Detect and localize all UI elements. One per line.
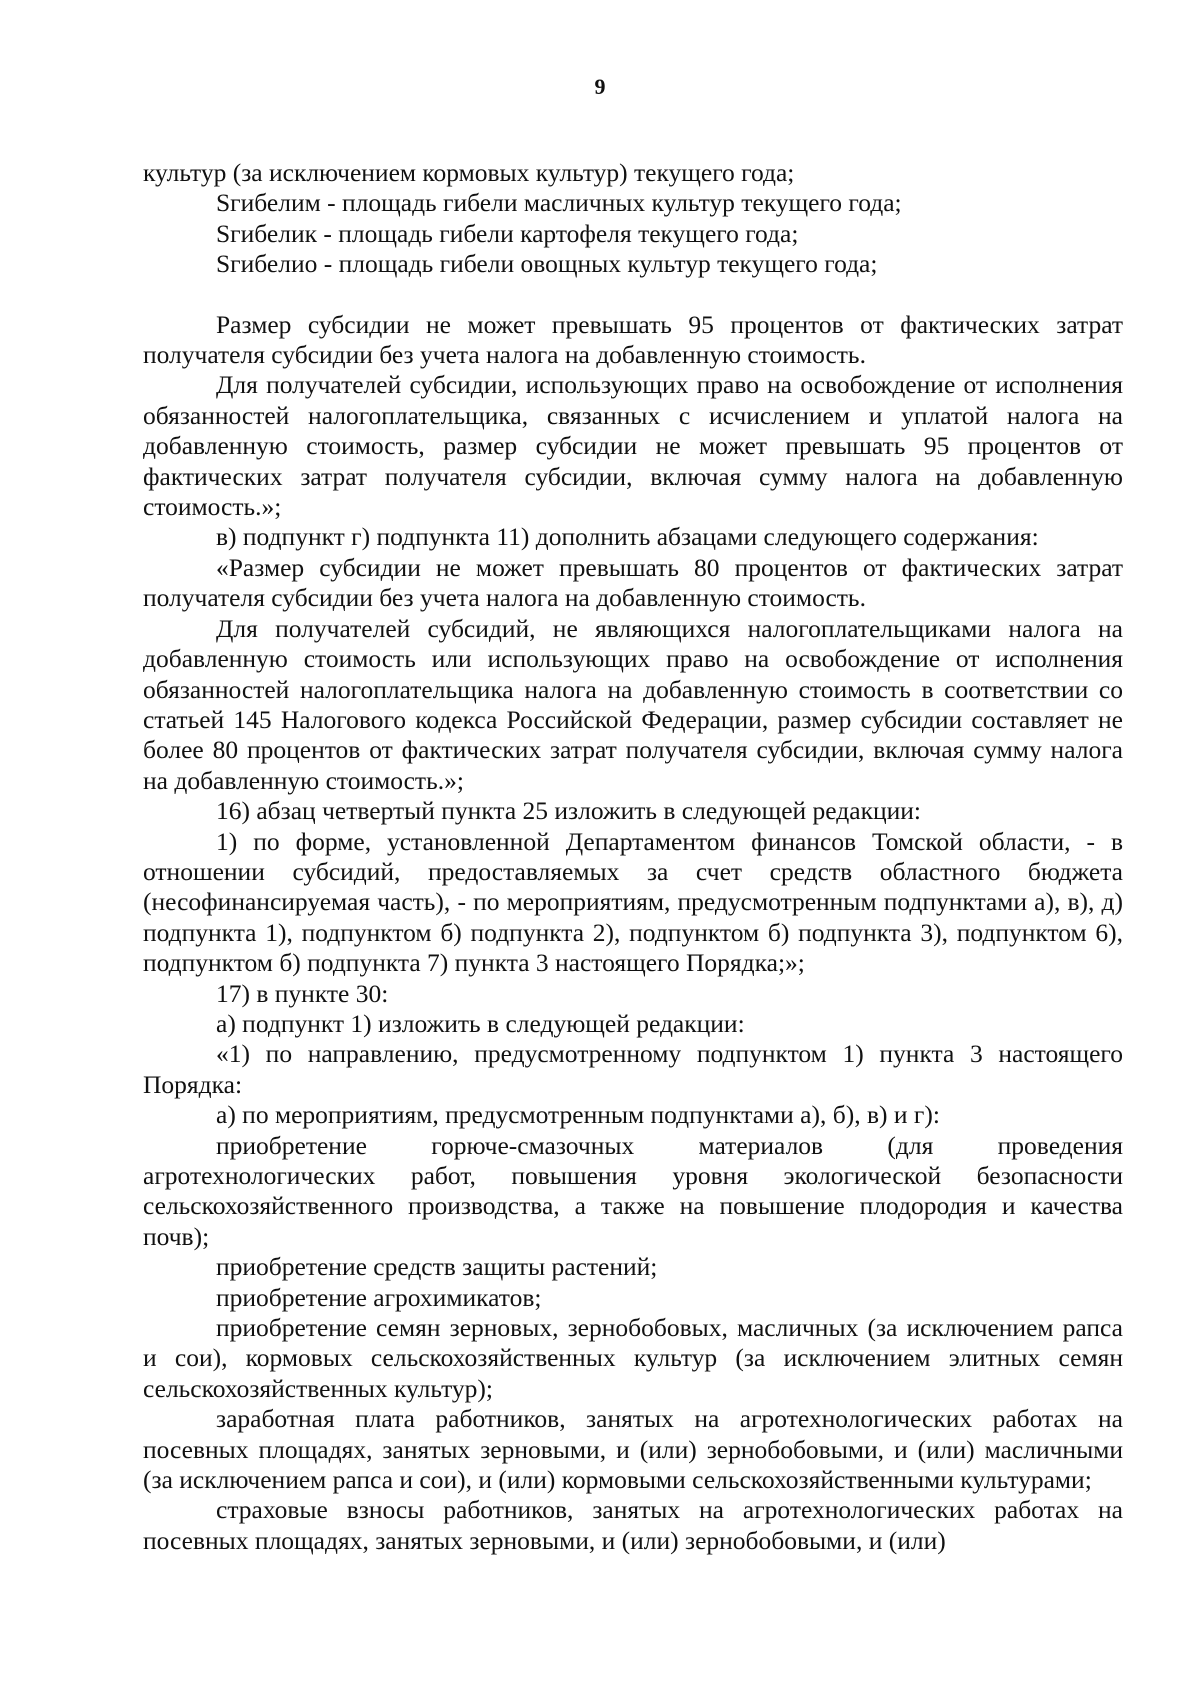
paragraph-vat-exempt-95: Для получателей субсидии, использующих право на освобождение от исполнения обязанностей налогоплательщика, связанных с исчислением и уплатой налога на добавленную стоимость, размер субсидии не может превышать 95 процентов от фактических затрат получателя субсидии, включая сумму налога на добавленную стоимость.»; <box>143 370 1123 522</box>
paragraph-insurance-contributions: страховые взносы работников, занятых на агротехнологических работах на посевных площадях, занятых зерновыми, и (или) зернобобовыми, и (или) <box>143 1495 1123 1555</box>
paragraph-item-16: 16) абзац четвертый пункта 25 изложить в следующей редакции: <box>216 796 921 826</box>
paragraph-item-v: в) подпункт г) подпункта 11) дополнить абзацами следующего содержания: <box>216 522 1039 552</box>
paragraph-wages: заработная плата работников, занятых на агротехнологических работах на посевных площадях, занятых зерновыми, и (или) зернобобовыми, и (или) масличными (за исключением рапса и сои), и (или) кормовыми сельскохозяйственными культурами; <box>143 1404 1123 1495</box>
paragraph-plant-protection: приобретение средств защиты растений; <box>216 1252 658 1282</box>
paragraph-subsidy-limit-95: Размер субсидии не может превышать 95 процентов от фактических затрат получателя субсидии без учета налога на добавленную стоимость. <box>143 309 1123 370</box>
paragraph-subsidy-limit-80: «Размер субсидии не может превышать 80 процентов от фактических затрат получателя субсидии без учета налога на добавленную стоимость. <box>143 552 1123 613</box>
paragraph-item-17: 17) в пункте 30: <box>216 978 389 1008</box>
page-number: 9 <box>594 74 606 99</box>
paragraph-seeds: приобретение семян зерновых, зернобобовых, масличных (за исключением рапса и сои), кормовых сельскохозяйственных культур (за исключением элитных семян сельскохозяйственных культур); <box>143 1313 1123 1403</box>
document-body <box>143 158 1123 1556</box>
paragraph-subitem-a: а) подпункт 1) изложить в следующей редакции: <box>216 1008 745 1038</box>
paragraph-measures-a-b-v-g: а) по мероприятиям, предусмотренным подпунктами а), б), в) и г): <box>216 1100 940 1130</box>
paragraph-s-vegetables: Sгибелио - площадь гибели овощных культур текущего года; <box>216 249 878 279</box>
paragraph-s-oilseeds: Sгибелим - площадь гибели масличных культур текущего года; <box>216 188 902 218</box>
paragraph-direction-1: «1) по направлению, предусмотренному подпунктом 1) пункта 3 настоящего Порядка: <box>143 1039 1123 1099</box>
paragraph-fuel-lubricants: приобретение горюче-смазочных материалов (для проведения агротехнологических работ, повышения уровня экологической безопасности сельскохозяйственного производства, а также на повышение плодородия и качества почв); <box>143 1130 1123 1251</box>
paragraph-continuation: культур (за исключением кормовых культур) текущего года; <box>143 158 795 187</box>
paragraph-agrochemicals: приобретение агрохимикатов; <box>216 1282 542 1312</box>
paragraph-non-vat-payers-80: Для получателей субсидий, не являющихся налогоплательщиками налога на добавленную стоимость или использующих право на освобождение от исполнения обязанностей налогоплательщика налога на добавленную стоимость в соответствии со статьей 145 Налогового кодекса Российской Федерации, размер субсидии составляет не более 80 процентов от фактических затрат получателя субсидии, включая сумму налога на добавленную стоимость.»; <box>143 613 1123 795</box>
paragraph-finance-dept-form: 1) по форме, установленной Департаментом финансов Томской области, - в отношении субсидий, предоставляемых за счет средств областного бюджета (несофинансируемая часть), - по мероприятиям, предусмотренным подпунктами а), в), д) подпункта 1), подпунктом б) подпункта 2), подпунктом б) подпункта 3), подпунктом 6), подпунктом б) подпункта 7) пункта 3 настоящего Порядка;»; <box>143 826 1123 978</box>
paragraph-s-potato: Sгибелик - площадь гибели картофеля текущего года; <box>216 218 799 248</box>
